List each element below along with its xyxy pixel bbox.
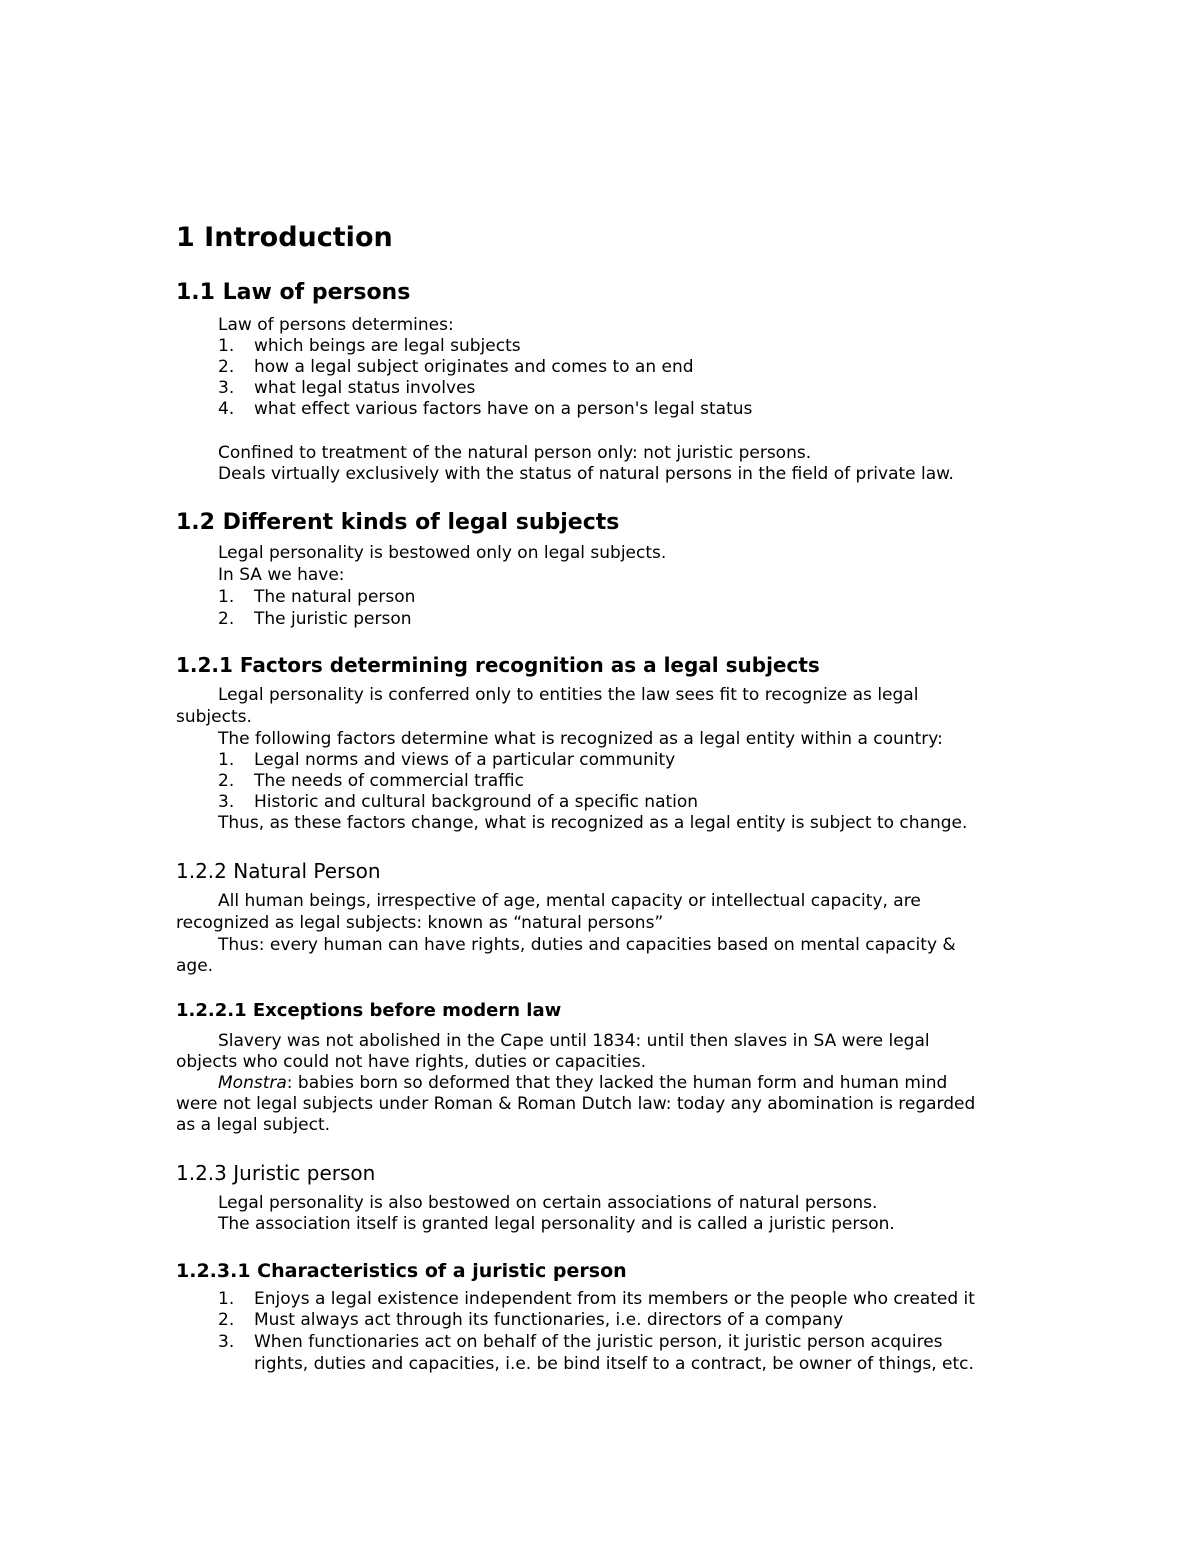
heading-1-2-2: 1.2.2 Natural Person — [176, 859, 381, 883]
paragraph: Deals virtually exclusively with the status of natural persons in the field of private law. — [218, 464, 954, 484]
document-page: 1 Introduction 1.1 Law of persons Law of persons determines: 1. which beings are legal subjects 2. how a legal subject originates and comes to an end 3. what legal status involves 4. what effect various factors have on a person's legal status Confined to treatment of the natural person only: not juristic persons. Deals virtually exclusively with the status of natural persons in the field of private law. 1.2 Different kinds of legal subjects Legal personality is bestowed only on legal subjects. In SA we have: 1. The natural person 2. The juristic person 1.2.1 Factors determining recognition as a legal subjects Legal personality is conferred only to entities the law sees fit to recognize as legal subjects. The following factors determine what is recognized as a legal entity within a country: 1. Legal norms and views of a particular community 2. The needs of commercial traffic 3. Historic and cultural background of a specific nation Thus, as these factors change, what is recognized as a legal entity is subject to change. 1.2.2 Natural Person All human beings, irrespective of age, mental capacity or intellectual capacity, are recognized as legal subjects: known as “natural persons” Thus: every human can have rights, duties and capacities based on mental capacity & age. 1.2.2.1 Exceptions before modern law Slavery was not abolished in the Cape until 1834: until then slaves in SA were legal objects who could not have rights, duties or capacities. Monstra: babies born so deformed that they lacked the human form and human mind were not legal subjects under Roman & Roman Dutch law: today any abomination is regarded as a legal subject. 1.2.3 Juristic person Legal personality is also bestowed on certain associations of natural persons. The association itself is granted legal personality and is called a juristic person. 1.2.3.1 Characteristics of a juristic person 1. Enjoys a legal existence independent from its members or the people who created it 2. Must always act through its functionaries, i.e. directors of a company 3. When functionaries act on behalf of the juristic person, it juristic person acquires rights, duties and capacities, i.e. be bind itself to a contract, be owner of things, etc. — [176, 222, 976, 1374]
paragraph: Legal personality is also bestowed on certain associations of natural persons. — [218, 1193, 878, 1213]
paragraph: subjects. — [176, 707, 252, 727]
paragraph: Legal personality is conferred only to entities the law sees fit to recognize as legal — [218, 685, 919, 705]
paragraph: Law of persons determines: — [218, 315, 454, 335]
paragraph: objects who could not have rights, duties or capacities. — [176, 1052, 647, 1072]
heading-1-2-3: 1.2.3 Juristic person — [176, 1161, 376, 1185]
paragraph: recognized as legal subjects: known as “natural persons” — [176, 913, 664, 933]
paragraph: Thus: every human can have rights, duties and capacities based on mental capacity & — [218, 935, 956, 955]
paragraph: Slavery was not abolished in the Cape until 1834: until then slaves in SA were legal — [218, 1031, 930, 1051]
paragraph: The following factors determine what is recognized as a legal entity within a country: — [218, 729, 943, 749]
heading-1-2-1: 1.2.1 Factors determining recognition as a legal subjects — [176, 653, 820, 677]
paragraph: Monstra: babies born so deformed that they lacked the human form and human mind — [218, 1073, 948, 1093]
list-item-continuation: rights, duties and capacities, i.e. be bind itself to a contract, be owner of things, etc. — [254, 1354, 974, 1374]
paragraph: age. — [176, 956, 214, 976]
paragraph: All human beings, irrespective of age, mental capacity or intellectual capacity, are — [218, 891, 921, 911]
heading-1-2-2-1: 1.2.2.1 Exceptions before modern law — [176, 1000, 562, 1021]
emphasis-term: Monstra — [218, 1073, 287, 1093]
heading-1-2-3-1: 1.2.3.1 Characteristics of a juristic person — [176, 1260, 627, 1282]
heading-1-2: 1.2 Different kinds of legal subjects — [176, 510, 620, 535]
heading-1-1: 1.1 Law of persons — [176, 280, 411, 305]
paragraph: The association itself is granted legal personality and is called a juristic person. — [218, 1214, 895, 1234]
paragraph: Legal personality is bestowed only on legal subjects. — [218, 543, 667, 563]
paragraph: Confined to treatment of the natural person only: not juristic persons. — [218, 443, 812, 463]
paragraph: as a legal subject. — [176, 1115, 331, 1135]
paragraph: Thus, as these factors change, what is recognized as a legal entity is subject to change. — [218, 813, 968, 833]
paragraph: In SA we have: — [218, 565, 345, 585]
paragraph: were not legal subjects under Roman & Roman Dutch law: today any abomination is regarded — [176, 1094, 976, 1114]
page-title: 1 Introduction — [176, 222, 393, 253]
